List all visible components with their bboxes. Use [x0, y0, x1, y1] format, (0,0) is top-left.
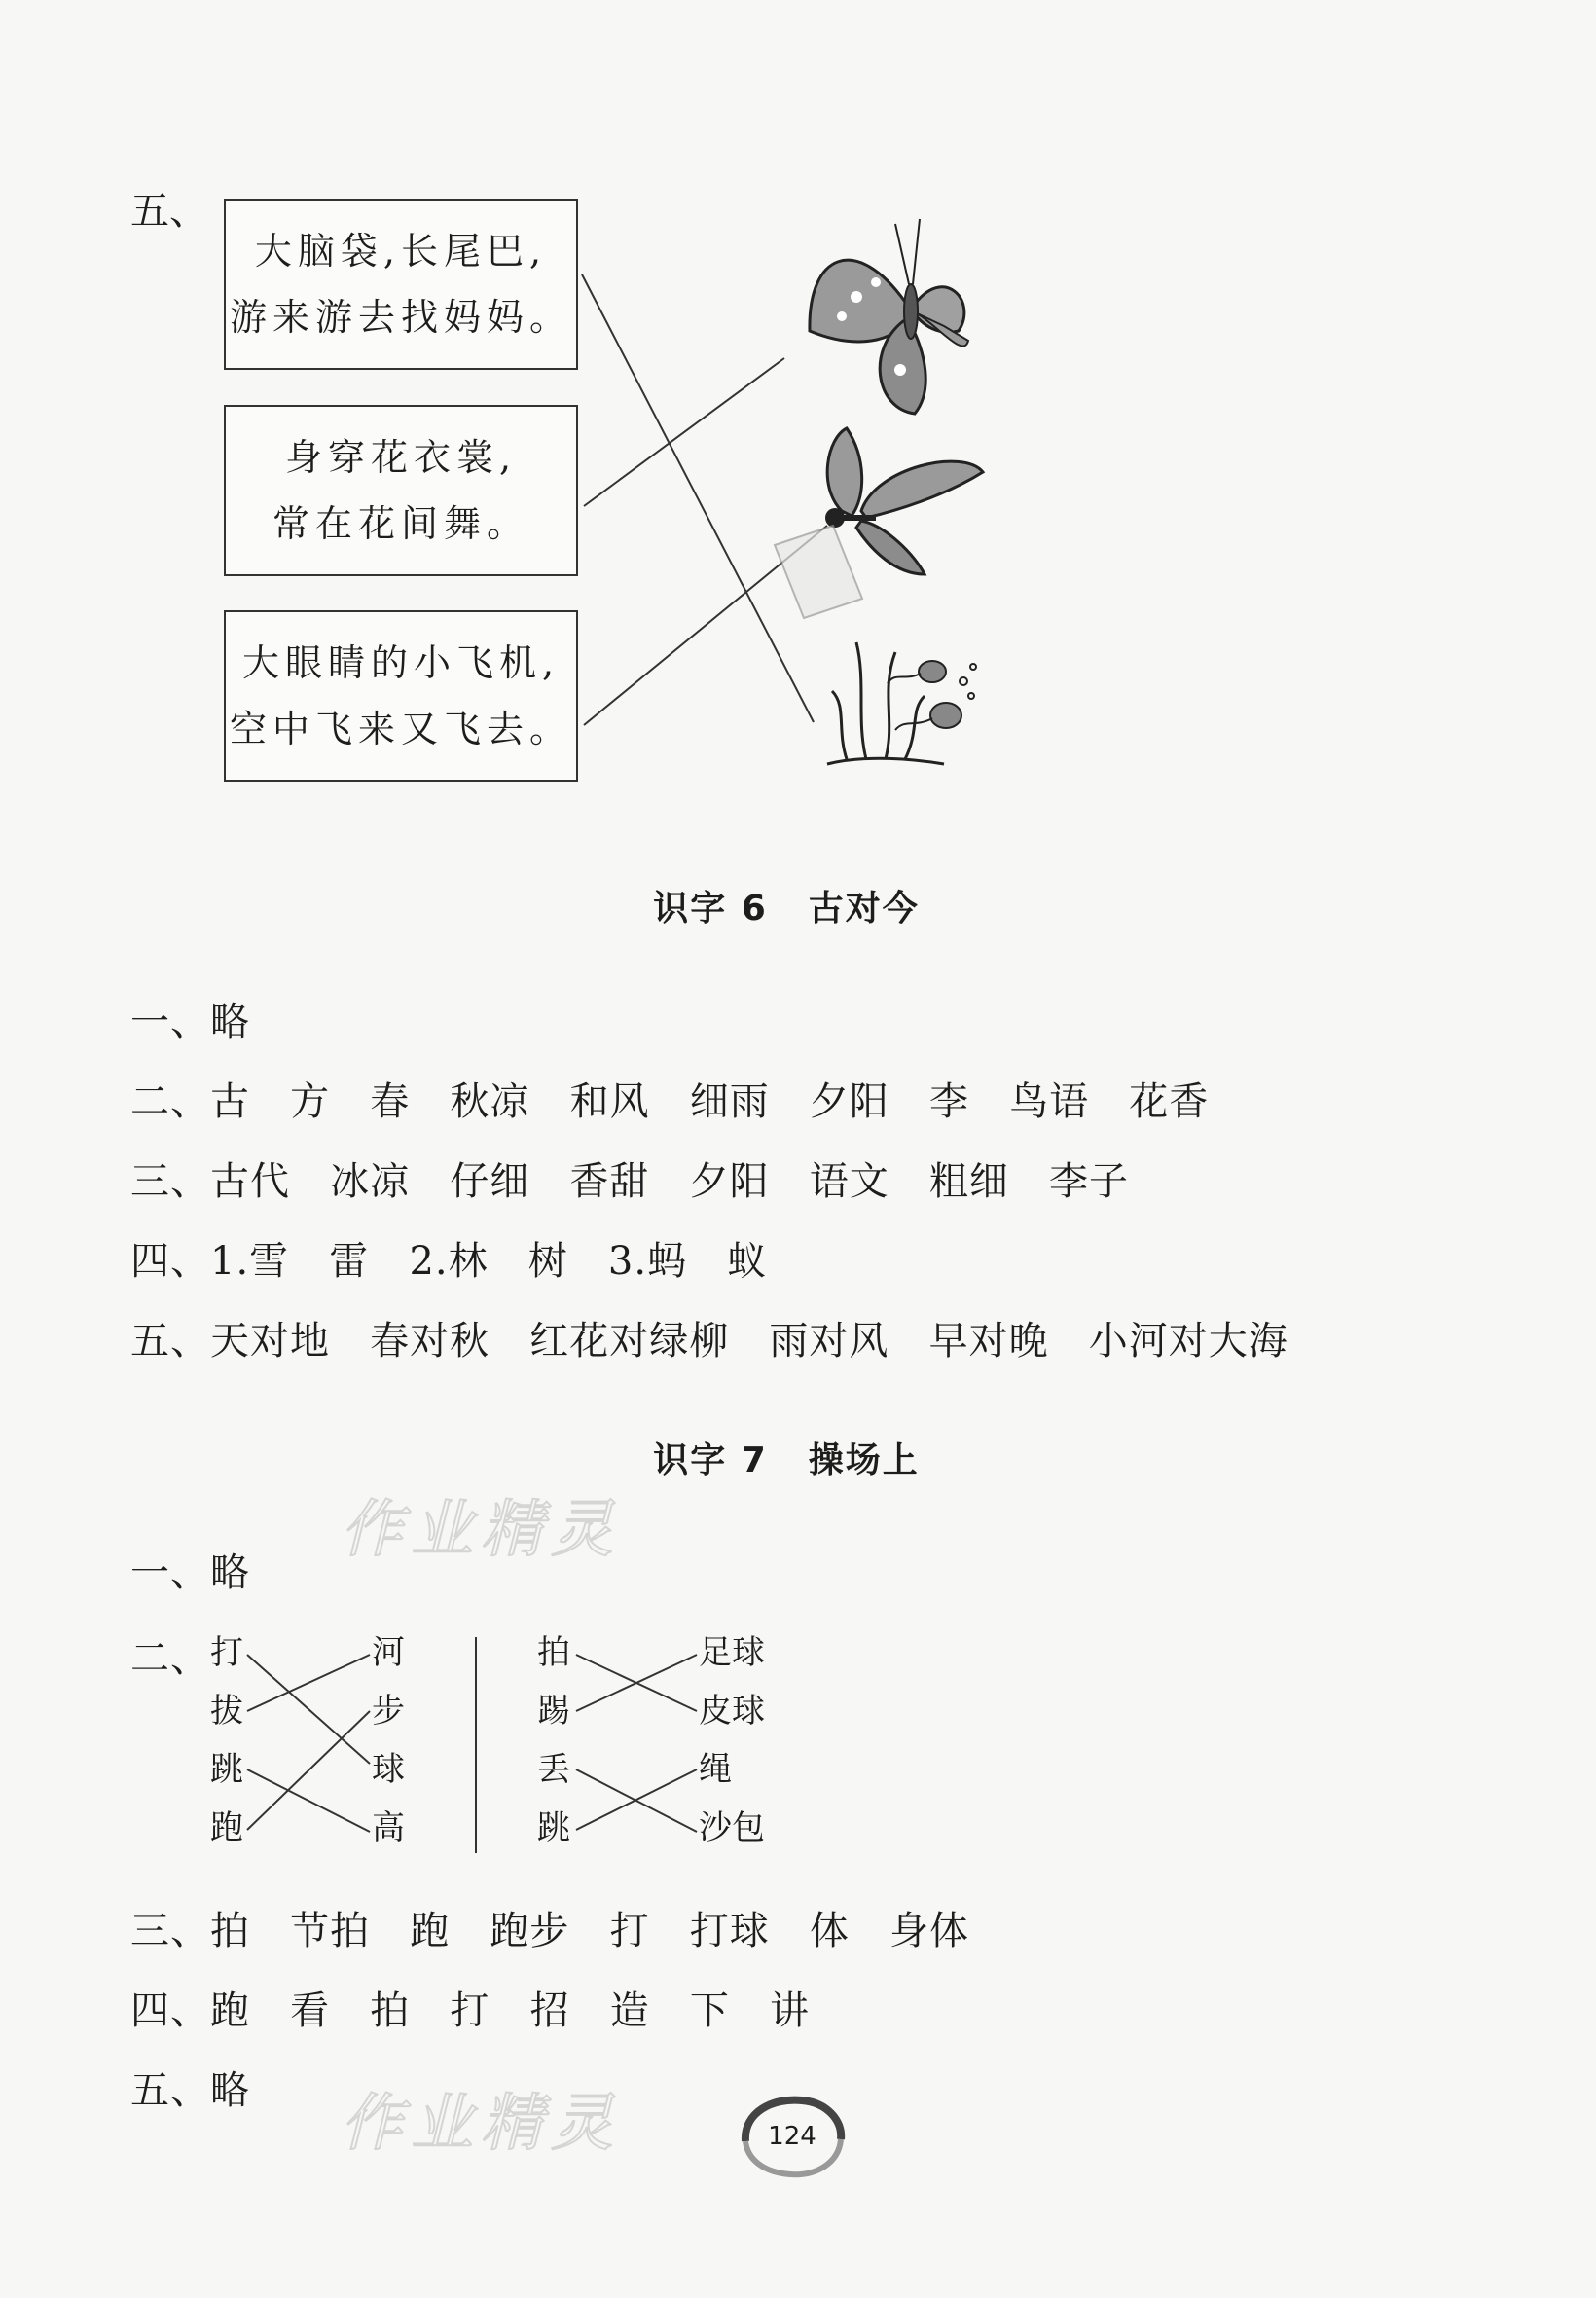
match-item: 拔 — [210, 1692, 243, 1731]
lesson-6-number: 识字 6 — [653, 889, 768, 929]
match-item: 高 — [372, 1808, 405, 1847]
match-line — [247, 1769, 370, 1832]
watermark-text: 作业精灵 — [341, 2088, 621, 2160]
match-item: 打 — [210, 1633, 243, 1672]
match-item: 足球 — [699, 1633, 765, 1672]
page-number: 124 — [768, 2122, 816, 2151]
matching-lines-and-pictures — [0, 0, 1596, 876]
riddle-2-line-1: 身穿花衣裳, — [284, 436, 518, 479]
butterfly-icon — [810, 219, 968, 414]
match-item: 跳 — [537, 1808, 570, 1847]
lesson-7-match-lines — [0, 1616, 1596, 1869]
lesson-6-answer-2: 二、古 方 春 秋凉 和风 细雨 夕阳 李 鸟语 花香 — [130, 1079, 1210, 1124]
lesson-7-name: 操场上 — [808, 1441, 920, 1480]
match-item: 跳 — [210, 1750, 243, 1789]
match-item: 踢 — [537, 1692, 570, 1731]
watermark-text: 作业精灵 — [341, 1494, 621, 1566]
lesson-6-answer-1: 一、略 — [130, 1000, 250, 1044]
match-item: 沙包 — [699, 1808, 765, 1847]
match-line — [247, 1655, 370, 1711]
lesson-7-answer-1: 一、略 — [130, 1550, 250, 1595]
match-item: 步 — [372, 1692, 405, 1731]
match-item: 河 — [372, 1633, 405, 1672]
riddle-3-line-2: 空中飞来又飞去。 — [229, 708, 572, 750]
match-item: 跑 — [210, 1808, 243, 1847]
lesson-7-match-label: 二、 — [130, 1636, 210, 1681]
lesson-7-number: 识字 7 — [653, 1441, 768, 1480]
lesson-6-answer-4: 四、1.雪 雷 2.林 树 3.蚂 蚁 — [130, 1239, 768, 1284]
lesson-6-answer-5: 五、天对地 春对秋 红花对绿柳 雨对风 早对晚 小河对大海 — [130, 1319, 1288, 1364]
lesson-7-title — [0, 1433, 1584, 1482]
lesson-7-answer-5: 五、略 — [130, 2068, 250, 2113]
lesson-7-answer-4: 四、跑 看 拍 打 招 造 下 讲 — [130, 1988, 811, 2033]
lesson-6-title — [0, 881, 1584, 930]
riddle-2-line-2: 常在花间舞。 — [272, 502, 529, 545]
lesson-6-name: 古对今 — [808, 889, 920, 929]
lesson-7-answer-3: 三、拍 节拍 跑 跑步 打 打球 体 身体 — [130, 1909, 970, 1953]
match-item: 丢 — [537, 1750, 570, 1789]
riddle-3-line-1: 大眼睛的小飞机, — [241, 641, 561, 684]
match-item: 绳 — [699, 1750, 732, 1789]
match-line — [247, 1711, 370, 1830]
riddle-1-line-2: 游来游去找妈妈。 — [229, 296, 572, 339]
riddle-1-line-1: 大脑袋,长尾巴, — [254, 230, 548, 273]
match-line-2 — [584, 358, 784, 506]
exercise-5-label: 五、 — [130, 189, 208, 234]
match-item: 球 — [372, 1750, 405, 1789]
match-item: 皮球 — [699, 1692, 765, 1731]
watermark-stamp-icon — [775, 526, 862, 618]
lesson-6-answer-3: 三、古代 冰凉 仔细 香甜 夕阳 语文 粗细 李子 — [130, 1159, 1130, 1204]
dragonfly-icon — [825, 428, 983, 574]
tadpole-icon — [827, 642, 976, 764]
match-line-1 — [582, 274, 814, 722]
match-line — [247, 1655, 370, 1764]
match-item: 拍 — [537, 1633, 570, 1672]
